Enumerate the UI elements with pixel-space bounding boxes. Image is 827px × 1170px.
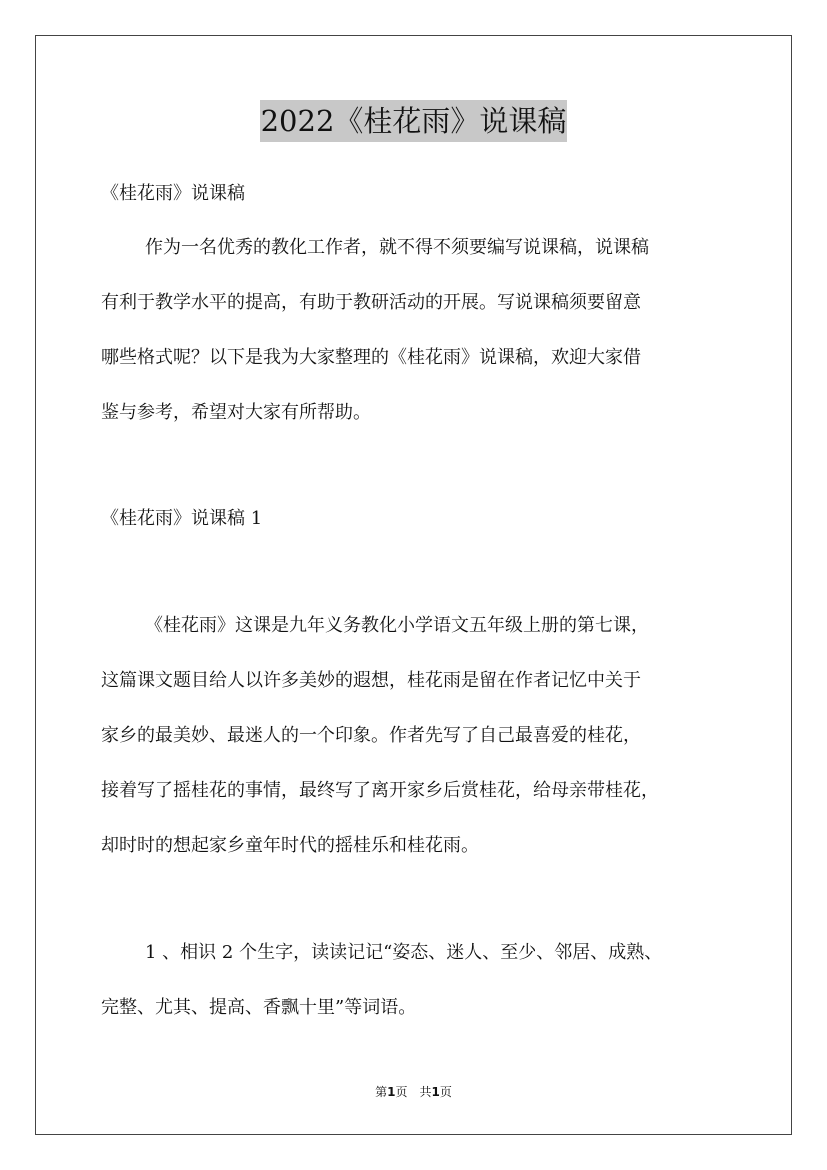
goal-paragraph (101, 925, 741, 1035)
footer-prefix: 第 (375, 1085, 388, 1099)
body-line: 这篇课文题目给人以许多美妙的遐想，桂花雨是留在作者记忆中关于 (101, 670, 641, 691)
page-footer (0, 1083, 827, 1100)
footer-suffix: 页 (439, 1085, 452, 1099)
intro-line: 哪些格式呢？以下是我为大家整理的《桂花雨》说课稿，欢迎大家借 (101, 347, 641, 368)
document-title: 2022《桂花雨》说课稿 (260, 100, 568, 142)
body-line: 《桂花雨》这课是九年义务教化小学语文五年级上册的第七课， (145, 615, 649, 636)
goal-line: 1 、相识 2 个生字，读读记记“姿态、迷人、至少、邻居、成熟、 (145, 942, 663, 963)
heading-main: 《桂花雨》说课稿 (101, 183, 245, 204)
body-paragraph (101, 598, 741, 873)
intro-line: 作为一名优秀的教化工作者，就不得不须要编写说课稿，说课稿 (145, 237, 649, 258)
footer-page-number: 1 (387, 1085, 396, 1099)
footer-page-total: 1 (431, 1085, 440, 1099)
goal-line: 完整、尤其、提高、香飘十里”等词语。 (101, 997, 417, 1018)
body-line: 接着写了摇桂花的事情，最终写了离开家乡后赏桂花，给母亲带桂花， (101, 780, 659, 801)
document-title-wrapper (0, 100, 827, 142)
body-line: 却时时的想起家乡童年时代的摇桂乐和桂花雨。 (101, 835, 479, 856)
intro-line: 鉴与参考，希望对大家有所帮助。 (101, 402, 371, 423)
intro-line: 有利于教学水平的提高，有助于教研活动的开展。写说课稿须要留意 (101, 292, 641, 313)
body-line: 家乡的最美妙、最迷人的一个印象。作者先写了自己最喜爱的桂花， (101, 725, 641, 746)
footer-middle: 页 共 (395, 1085, 432, 1099)
heading-section-1: 《桂花雨》说课稿 1 (101, 508, 263, 529)
intro-paragraph (101, 220, 741, 440)
